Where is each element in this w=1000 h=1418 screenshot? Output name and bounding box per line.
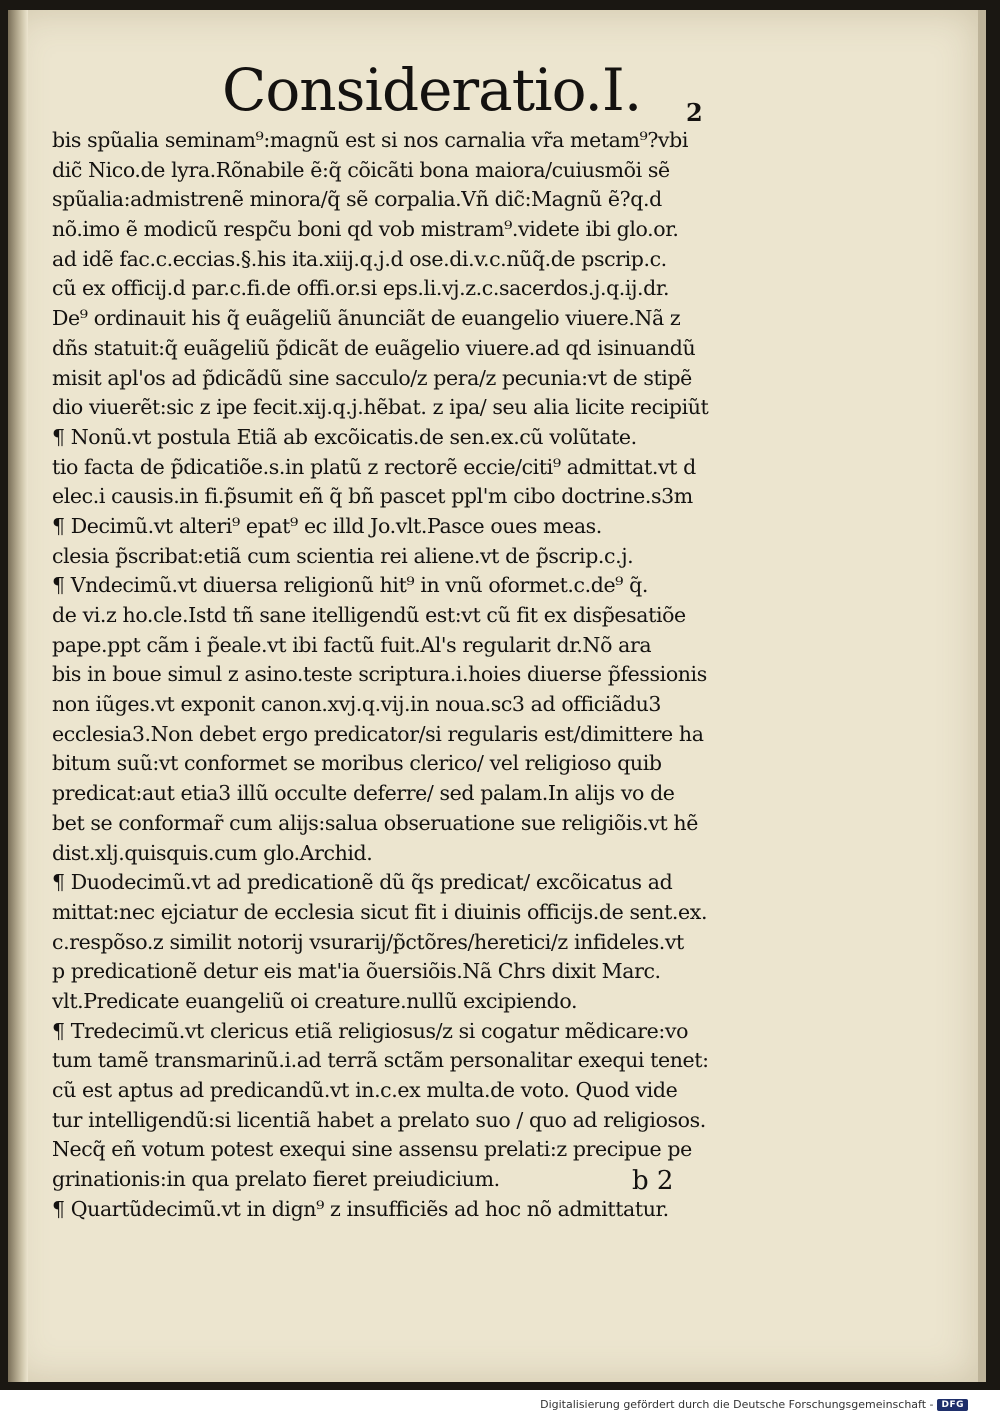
- text-line: dic̃ Nico.de lyra.Rõnabile ẽ:q̃ cõicãti bona maiora/cuiusmõi sẽ: [52, 157, 670, 182]
- text-line: bis in boue simul z asino.teste scriptura.i.hoies diuerse p̃fessionis: [52, 662, 707, 687]
- text-line: ¶ Nonũ.vt postula Etiã ab excõicatis.de sen.ex.cũ volũtate.: [52, 424, 637, 449]
- text-line: ecclesia3.Non debet ergo predicator/si regularis est/dimittere ha: [52, 721, 704, 746]
- text-line: grinationis:in qua prelato fieret preiudicium.: [52, 1167, 500, 1192]
- text-line: bitum suũ:vt conformet se moribus clerico/ vel religioso quib: [52, 751, 662, 776]
- text-line: vlt.Predicate euangeliũ oi creature.nullũ excipiendo.: [52, 988, 578, 1013]
- text-line: cũ est aptus ad predicandũ.vt in.c.ex multa.de voto. Quod vide: [52, 1078, 678, 1102]
- text-line: pape.ppt cãm i p̃eale.vt ibi factũ fuit.Al's regularit dr.Nõ ara: [52, 632, 652, 657]
- text-line: p predicationẽ detur eis mat'ia õuersiõis.Nã Chrs dixit Marc.: [52, 959, 661, 984]
- text-line: tum tamẽ transmarinũ.i.ad terrã sctãm personalitar exequi tenet:: [52, 1048, 709, 1073]
- text-line: misit apl'os ad p̃dicãdũ sine sacculo/z pera/z pecunia:vt de stipẽ: [52, 365, 692, 390]
- text-line: cũ ex officij.d par.c.fi.de offi.or.si eps.li.vj.z.c.sacerdos.j.q.ij.dr.: [52, 276, 670, 301]
- text-line: tur intelligendũ:si licentiã habet a prelato suo / quo ad religiosos.: [52, 1107, 706, 1132]
- dfg-logo: DFG: [937, 1399, 968, 1411]
- text-line: spũalia:admistrenẽ minora/q̃ sẽ corpalia.Vñ dic̃:Magnũ ẽ?q.d: [52, 187, 662, 212]
- text-line: ad idẽ fac.c.eccias.§.his ita.xiij.q.j.d ose.di.v.c.nũq̃.de pscrip.c.: [52, 246, 667, 271]
- text-line: dio viuerẽt:sic z ipe fecit.xij.q.j.hẽbat. z ipa/ seu alia licite recipiũt: [52, 395, 709, 420]
- text-line: de vi.z ho.cle.Istd tñ sane itelligendũ est:vt cũ fit ex disp̃esatiõe: [52, 603, 686, 627]
- text-line: bet se conformar̃ cum alijs:salua obseruatione sue religiõis.vt hẽ: [52, 810, 698, 835]
- text-line: predicat:aut etia3 illũ occulte deferre/ sed palam.In alijs vo de: [52, 781, 675, 806]
- text-line: ¶ Vndecimũ.vt diuersa religionũ hit⁹ in vnũ oformet.c.de⁹ q̃.: [52, 573, 648, 598]
- body-text: [52, 126, 732, 1224]
- text-line: clesia p̃scribat:etiã cum scientia rei aliene.vt de p̃scrip.c.j.: [52, 543, 634, 568]
- text-line: ¶ Decimũ.vt alteri⁹ epat⁹ ec illd Jo.vlt.Pasce oues meas.: [52, 513, 602, 538]
- footer-credit-text: Digitalisierung gefördert durch die Deutsche Forschungsgemeinschaft -: [540, 1398, 934, 1411]
- text-line: ¶ Duodecimũ.vt ad predicationẽ dũ q̃s predicat/ excõicatus ad: [52, 870, 673, 895]
- running-head-title: Consideratio.I.: [222, 56, 642, 124]
- text-line: ¶ Tredecimũ.vt clericus etiã religiosus/z si cogatur mẽdicare:vo: [52, 1018, 689, 1043]
- page-gutter-shadow: [8, 10, 28, 1382]
- text-line: elec.i causis.in fi.p̃sumit eñ q̃ bñ pascet ppl'm cibo doctrine.s3m: [52, 484, 693, 509]
- page-edge: [978, 10, 986, 1382]
- text-line: non iũges.vt exponit canon.xvj.q.vij.in noua.sc3 ad officiãdu3: [52, 692, 662, 717]
- text-line: mittat:nec ejciatur de ecclesia sicut fit i diuinis officijs.de sent.ex.: [52, 899, 708, 924]
- text-line: De⁹ ordinauit his q̃ euãgeliũ ãnunciãt de euangelio viuere.Nã z: [52, 306, 681, 331]
- text-line: nõ.imo ẽ modicũ respc̃u boni qd vob mistram⁹.videte ibi glo.or.: [52, 217, 679, 242]
- digitization-footer: [540, 1398, 968, 1411]
- folio-number: 2: [686, 98, 703, 127]
- text-line: dñs statuit:q̃ euãgeliũ p̃dicãt de euãgelio viuere.ad qd isinuandũ: [52, 335, 696, 360]
- text-line: ¶ Quartũdecimũ.vt in dign⁹ z insufficiẽs ad hoc nõ admittatur.: [52, 1196, 669, 1221]
- signature-mark: b 2: [632, 1166, 674, 1196]
- text-line: Necq̃ eñ votum potest exequi sine assensu prelati:z precipue pe: [52, 1137, 692, 1162]
- text-line: dist.xlj.quisquis.cum glo.Archid.: [52, 840, 373, 865]
- text-line: c.respõso.z similit notorij vsurarij/p̃ctõres/heretici/z infideles.vt: [52, 929, 684, 954]
- text-line: tio facta de p̃dicatiõe.s.in platũ z rectorẽ eccie/citi⁹ admittat.vt d: [52, 454, 696, 479]
- text-line: bis spũalia seminam⁹:magnũ est si nos carnalia vr̃a metam⁹?vbi: [52, 128, 688, 152]
